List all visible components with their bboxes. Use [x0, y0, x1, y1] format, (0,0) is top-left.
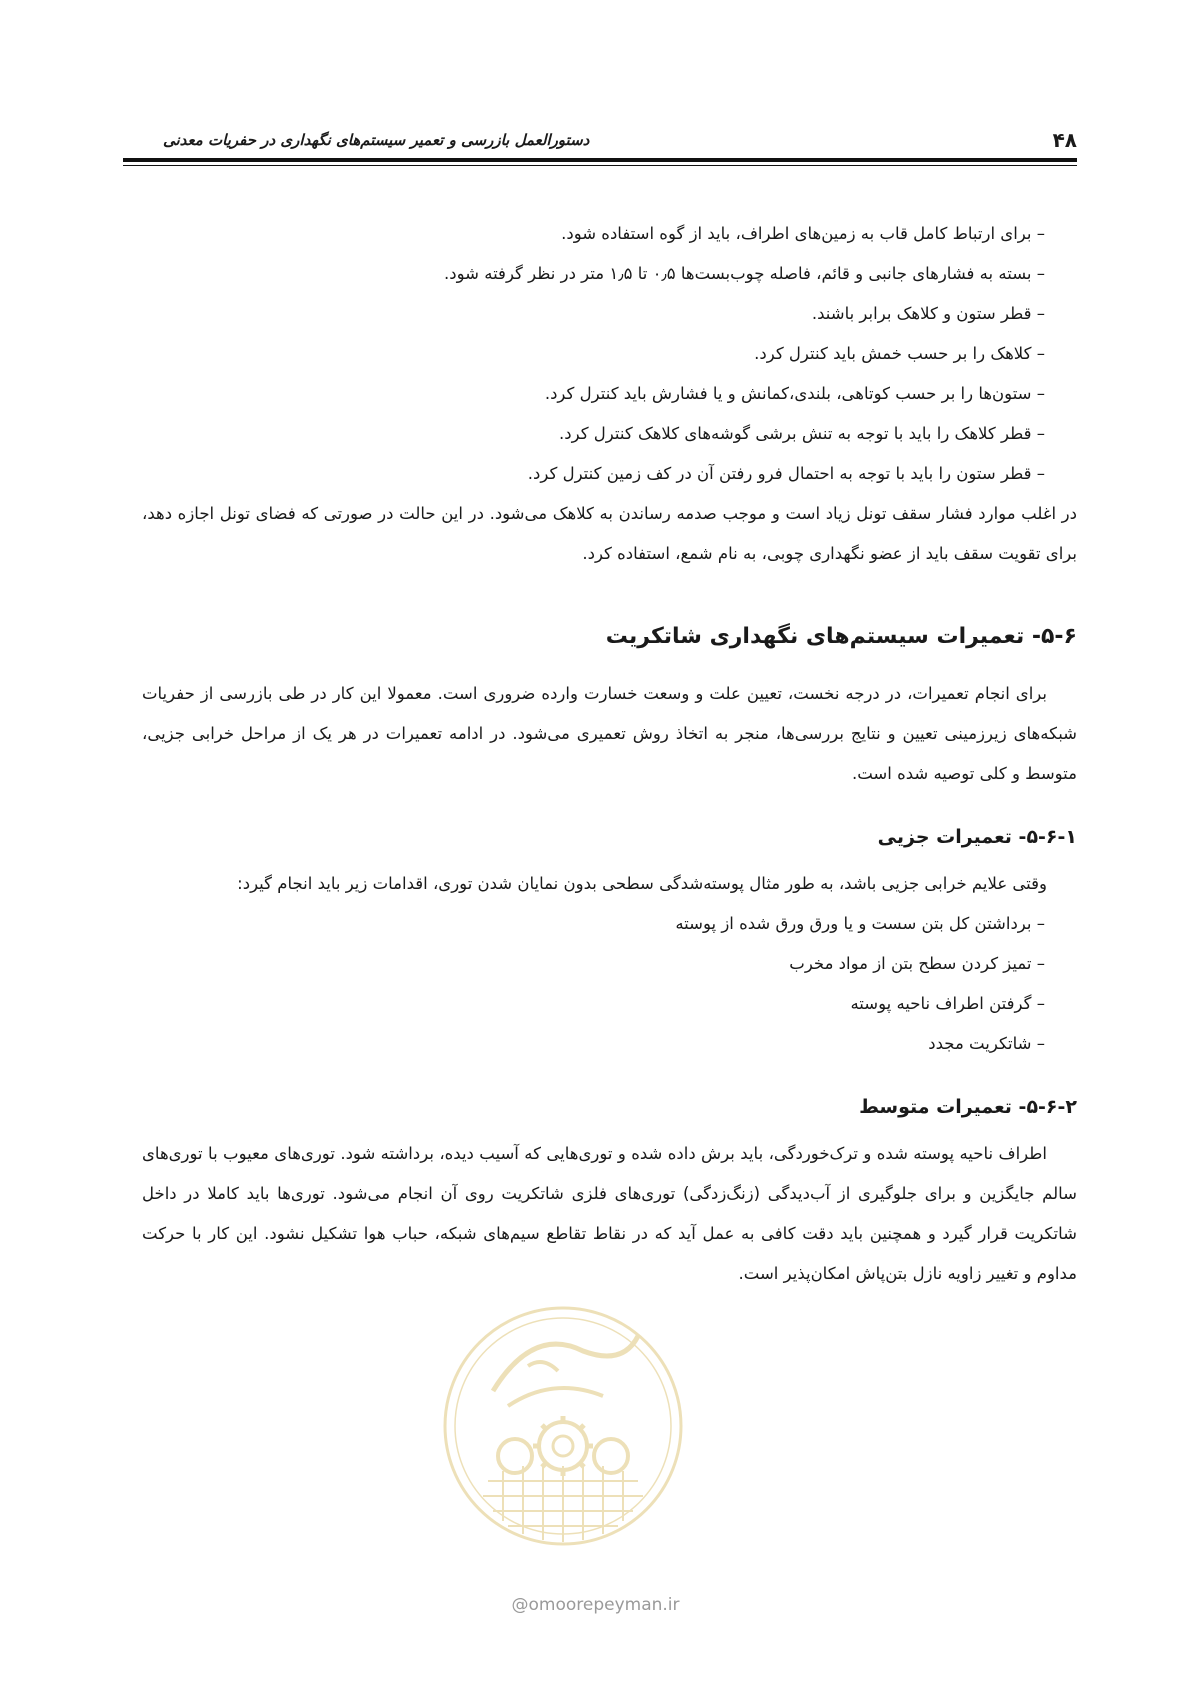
- page-number: ۴۸: [1052, 128, 1077, 152]
- publisher-logo-watermark: [433, 1296, 693, 1576]
- header-rule-thin: [123, 165, 1077, 166]
- header-rule-thick: [123, 158, 1077, 162]
- running-header: [123, 128, 1077, 156]
- list-item: – ستون‌ها را بر حسب کوتاهی، بلندی،کمانش و یا فشارش باید کنترل کرد.: [544, 384, 1045, 403]
- watermark-url: @omoorepeyman.ir: [511, 1595, 680, 1615]
- list-item: – بسته به فشارهای جانبی و قائم، فاصله چوب‌بست‌ها ۰٫۵ تا ۱٫۵ متر در نظر گرفته شود.: [444, 264, 1045, 283]
- paragraph-roof-pressure: در اغلب موارد فشار سقف تونل زیاد است و موجب صدمه رساندن به کلاهک می‌شود. در این حالت در صورتی که فضای تونل اجازه دهد، برای تقویت سقف باید از عضو نگهداری چوبی، به نام شمع، استفاده کرد.: [142, 504, 1077, 563]
- paragraph-medium-repair: اطراف ناحیه پوسته شده و ترک‌خوردگی، باید برش داده شده و توری‌هایی که آسیب دیده، برداشته شود. توری‌های معیوب با توری‌های سالم جایگزین و برای جلوگیری از آب‌دیدگی (زنگ‌زدگی) توری‌های فلزی شاتکریت روی آن انجام می‌شود. توری‌ها باید کاملا در داخل شاتکریت قرار گیرد و همچنین باید دقت کافی به عمل آید که در نقاط تقاطع سیم‌های شبکه، حباب هوا تشکیل نشود. این کار با حرکت مداوم و تغییر زاویه نازل بتن‌پاش امکان‌پذیر است.: [142, 1144, 1077, 1283]
- list-item: – برای ارتباط کامل قاب به زمین‌های اطراف، باید از گوه استفاده شود.: [561, 224, 1045, 243]
- list-item: – کلاهک را بر حسب خمش باید کنترل کرد.: [754, 344, 1045, 363]
- running-title: دستورالعمل بازرسی و تعمیر سیستم‌های نگهداری در حفریات معدنی: [163, 131, 590, 149]
- paragraph-minor-intro: وقتی علایم خرابی جزیی باشد، به طور مثال پوسته‌شدگی سطحی بدون نمایان شدن توری، اقدامات زیر باید انجام گیرد:: [237, 874, 1047, 893]
- list-item: – قطر ستون و کلاهک برابر باشند.: [811, 304, 1045, 323]
- support-checklist: [142, 214, 1077, 494]
- subsection-heading-medium: ۵-۶-۲- تعمیرات متوسط: [859, 1096, 1077, 1118]
- section-heading: ۵-۶- تعمیرات سیستم‌های نگهداری شاتکریت: [605, 624, 1077, 649]
- list-item: – گرفتن اطراف ناحیه پوسته: [850, 994, 1045, 1013]
- list-item: – برداشتن کل بتن سست و یا ورق ورق شده از پوسته: [675, 914, 1045, 933]
- list-item: – قطر ستون را باید با توجه به احتمال فرو رفتن آن در کف زمین کنترل کرد.: [527, 464, 1045, 483]
- paragraph-section-intro: برای انجام تعمیرات، در درجه نخست، تعیین علت و وسعت خسارت وارده ضروری است. معمولا این کار در طی بازرسی از حفریات شبکه‌های زیرزمینی تعیین و نتایج بررسی‌ها، منجر به اتخاذ روش تعمیری می‌شود. در ادامه تعمیرات در هر یک از مراحل خرابی جزیی، متوسط و کلی توصیه شده است.: [142, 684, 1077, 783]
- page-body: [142, 214, 1077, 1294]
- minor-repair-steps: [142, 904, 1077, 1064]
- list-item: – قطر کلاهک را باید با توجه به تنش برشی گوشه‌های کلاهک کنترل کرد.: [559, 424, 1045, 443]
- list-item: – تمیز کردن سطح بتن از مواد مخرب: [789, 954, 1045, 973]
- list-item: – شاتکریت مجدد: [928, 1034, 1045, 1053]
- subsection-heading-minor: ۵-۶-۱- تعمیرات جزیی: [877, 826, 1077, 848]
